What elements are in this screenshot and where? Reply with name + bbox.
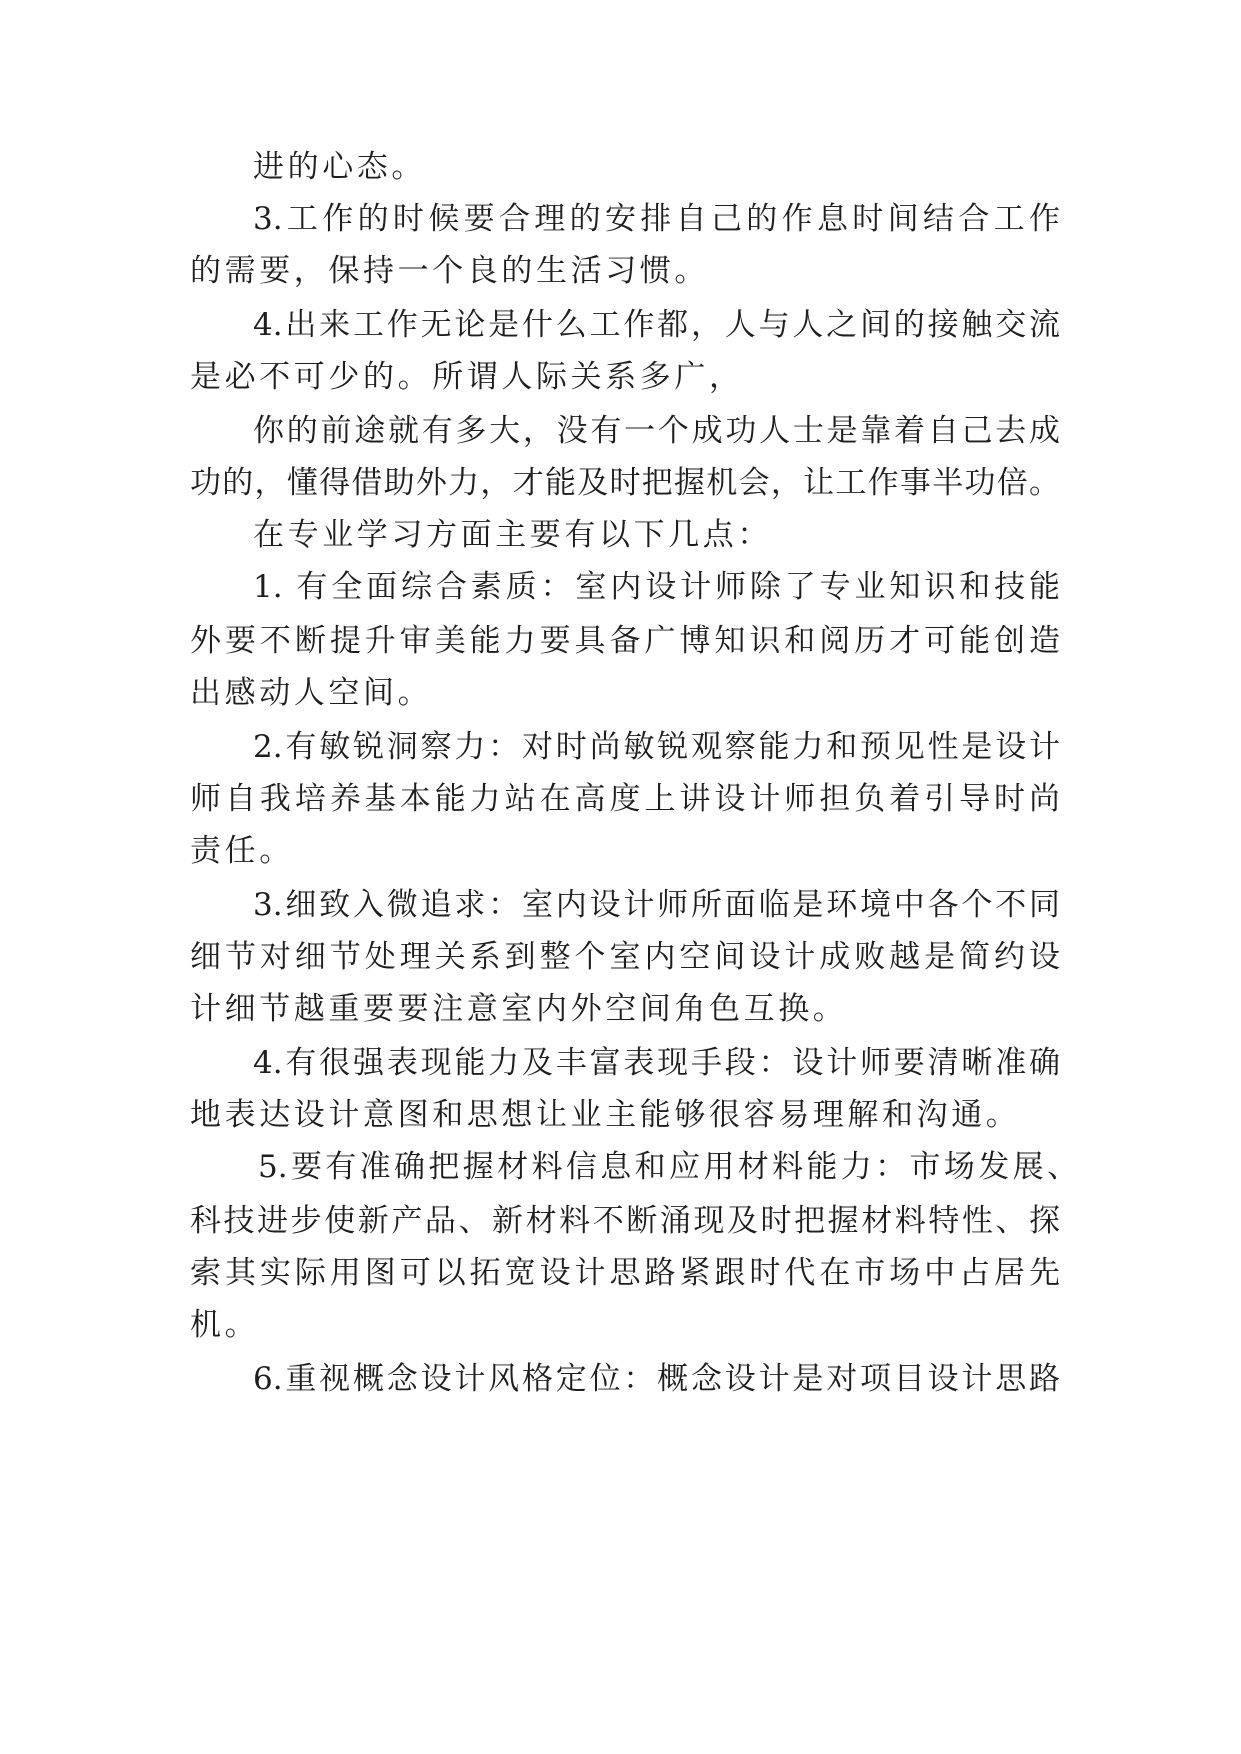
text-line: 计细节越重要要注意室内外空间角色互换。	[190, 991, 848, 1027]
text-line: 地表达设计意图和思想让业主能够很容易理解和沟通。	[190, 1097, 1021, 1133]
text-line: 4.有很强表现能力及丰富表现手段：设计师要清晰准确	[253, 1045, 1060, 1081]
text-line: 科技进步使新产品、新材料不断涌现及时把握材料特性、探	[190, 1203, 1060, 1239]
text-line: 是必不可少的。所谓人际关系多广，	[190, 359, 744, 395]
text-line: 外要不断提升审美能力要具备广博知识和阅历才可能创造	[190, 623, 1060, 659]
text-line: 机。	[190, 1307, 260, 1343]
text-line: 6.重视概念设计风格定位：概念设计是对项目设计思路	[253, 1361, 1060, 1397]
text-line: 进的心态。	[253, 149, 426, 185]
text-line: 你的前途就有多大，没有一个成功人士是靠着自己去成	[253, 413, 1060, 449]
text-line: 功的，懂得借助外力，才能及时把握机会，让工作事半功倍。	[190, 465, 1060, 501]
text-line: 细节对细节处理关系到整个室内空间设计成败越是简约设	[190, 939, 1060, 975]
text-line: 1. 有全面综合素质：室内设计师除了专业知识和技能	[253, 569, 1060, 605]
text-line: 出感动人空间。	[190, 675, 433, 711]
text-line: 在专业学习方面主要有以下几点：	[253, 517, 772, 553]
text-line: 3.细致入微追求：室内设计师所面临是环境中各个不同	[253, 887, 1060, 923]
text-line: 的需要，保持一个良的生活习惯。	[190, 253, 709, 289]
text-line: 4.出来工作无论是什么工作都，人与人之间的接触交流	[253, 307, 1060, 343]
text-line: 师自我培养基本能力站在高度上讲设计师担负着引导时尚	[190, 781, 1060, 817]
text-line: 2.有敏锐洞察力：对时尚敏锐观察能力和预见性是设计	[253, 729, 1060, 765]
text-line: 3.工作的时候要合理的安排自己的作息时间结合工作	[253, 201, 1060, 237]
text-line: 5.要有准确把握材料信息和应用材料能力：市场发展、	[258, 1149, 1078, 1185]
text-line: 责任。	[190, 833, 294, 869]
text-line: 索其实际用图可以拓宽设计思路紧跟时代在市场中占居先	[190, 1255, 1060, 1291]
